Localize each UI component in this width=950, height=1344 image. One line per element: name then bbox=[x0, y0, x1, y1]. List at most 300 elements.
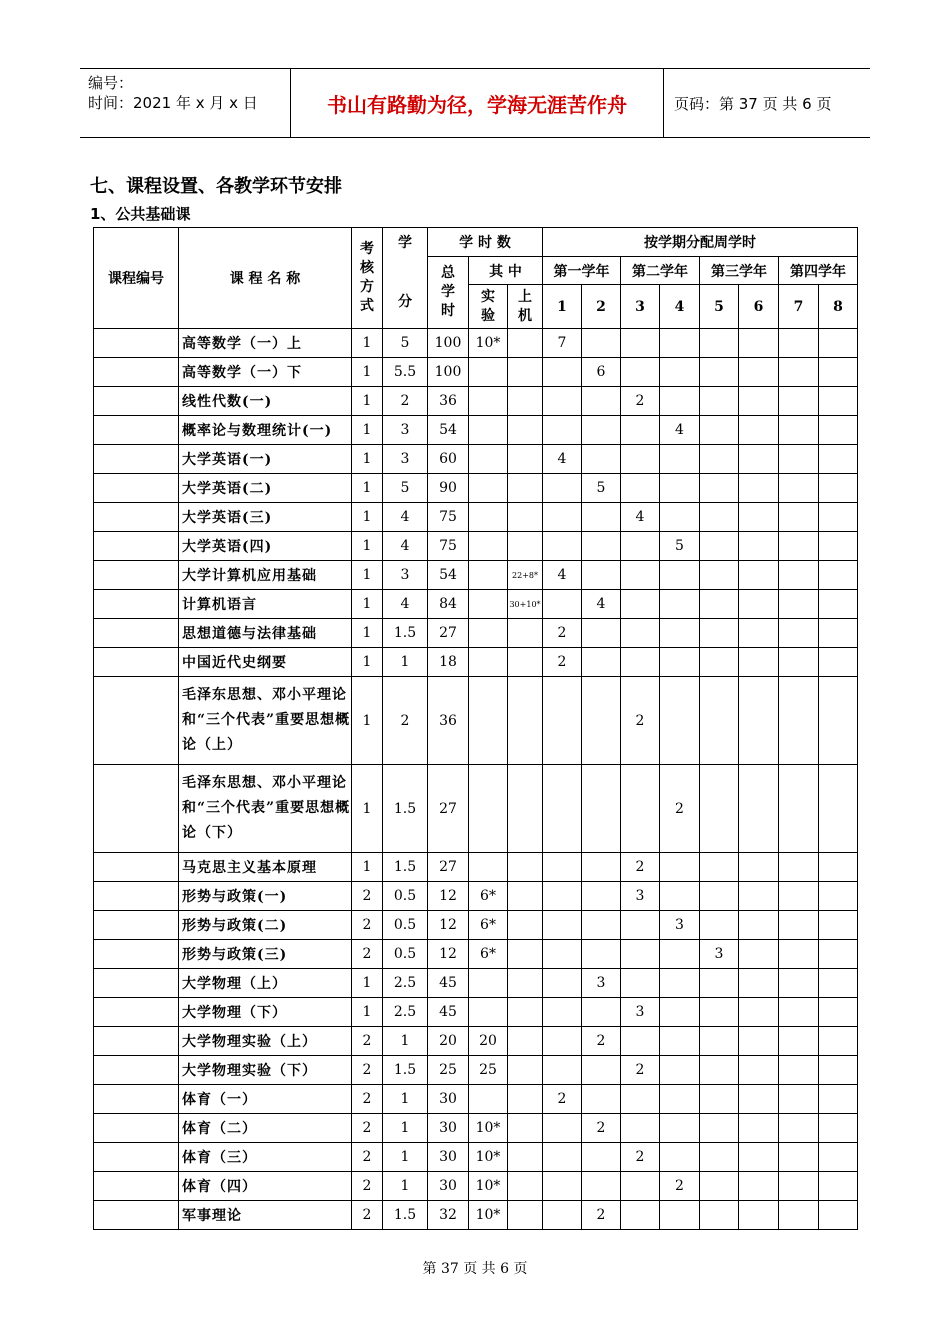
credit-cell: 3 bbox=[383, 561, 428, 590]
semester-8-cell bbox=[819, 677, 858, 765]
semester-1-cell bbox=[543, 416, 582, 445]
table-row bbox=[94, 387, 858, 416]
semester-2-cell: 4 bbox=[582, 590, 621, 619]
header-year-2: 第二学年 bbox=[621, 257, 700, 285]
semester-8-cell bbox=[819, 329, 858, 358]
semester-6-cell bbox=[739, 969, 779, 998]
semester-3-cell: 2 bbox=[621, 677, 660, 765]
table-row bbox=[94, 1114, 858, 1143]
course-code-cell bbox=[94, 1027, 179, 1056]
semester-4-cell bbox=[660, 677, 700, 765]
semester-2-cell bbox=[582, 561, 621, 590]
exam-method-cell: 2 bbox=[352, 911, 383, 940]
semester-5-cell: 3 bbox=[700, 940, 739, 969]
semester-7-cell bbox=[779, 387, 819, 416]
semester-1-cell bbox=[543, 1114, 582, 1143]
semester-6-cell bbox=[739, 329, 779, 358]
total-hours-cell: 90 bbox=[428, 474, 469, 503]
course-code-cell bbox=[94, 532, 179, 561]
lab-hours-cell: 10* bbox=[469, 1143, 508, 1172]
semester-1-cell bbox=[543, 1143, 582, 1172]
exam-method-cell: 1 bbox=[352, 561, 383, 590]
course-name-cell: 概率论与数理统计(一) bbox=[179, 416, 352, 445]
semester-2-cell bbox=[582, 416, 621, 445]
credit-cell: 4 bbox=[383, 590, 428, 619]
semester-4-cell bbox=[660, 387, 700, 416]
table-row bbox=[94, 1027, 858, 1056]
lab-hours-cell bbox=[469, 445, 508, 474]
machine-hours-cell bbox=[508, 416, 543, 445]
course-code-cell bbox=[94, 998, 179, 1027]
semester-8-cell bbox=[819, 940, 858, 969]
total-hours-cell: 30 bbox=[428, 1172, 469, 1201]
semester-2-cell: 2 bbox=[582, 1027, 621, 1056]
machine-hours-cell bbox=[508, 532, 543, 561]
course-code-cell bbox=[94, 1143, 179, 1172]
machine-hours-cell bbox=[508, 765, 543, 853]
header-meta bbox=[80, 69, 291, 137]
table-row bbox=[94, 1085, 858, 1114]
course-name-cell: 大学英语(三) bbox=[179, 503, 352, 532]
course-code-cell bbox=[94, 1085, 179, 1114]
semester-8-cell bbox=[819, 1085, 858, 1114]
exam-method-cell: 2 bbox=[352, 1085, 383, 1114]
table-row bbox=[94, 532, 858, 561]
semester-4-cell bbox=[660, 648, 700, 677]
semester-1-cell: 4 bbox=[543, 561, 582, 590]
semester-8-cell bbox=[819, 911, 858, 940]
semester-4-cell bbox=[660, 329, 700, 358]
total-hours-cell: 84 bbox=[428, 590, 469, 619]
course-code-cell bbox=[94, 1172, 179, 1201]
credit-cell: 1 bbox=[383, 648, 428, 677]
semester-1-cell bbox=[543, 1172, 582, 1201]
course-code-cell bbox=[94, 1056, 179, 1085]
semester-3-cell: 2 bbox=[621, 1143, 660, 1172]
semester-3-cell bbox=[621, 532, 660, 561]
exam-method-cell: 2 bbox=[352, 1056, 383, 1085]
machine-hours-cell bbox=[508, 1201, 543, 1230]
lab-hours-cell bbox=[469, 648, 508, 677]
semester-5-cell bbox=[700, 590, 739, 619]
semester-4-cell bbox=[660, 882, 700, 911]
lab-hours-cell: 6* bbox=[469, 911, 508, 940]
semester-1-cell bbox=[543, 998, 582, 1027]
semester-1-cell bbox=[543, 765, 582, 853]
semester-2-cell bbox=[582, 532, 621, 561]
semester-4-cell bbox=[660, 474, 700, 503]
exam-method-cell: 1 bbox=[352, 998, 383, 1027]
semester-5-cell bbox=[700, 648, 739, 677]
machine-hours-cell bbox=[508, 1027, 543, 1056]
lab-hours-cell: 20 bbox=[469, 1027, 508, 1056]
header-semester-1: 1 bbox=[543, 285, 582, 329]
course-code-cell bbox=[94, 677, 179, 765]
exam-method-cell: 1 bbox=[352, 969, 383, 998]
semester-4-cell bbox=[660, 590, 700, 619]
lab-hours-cell: 10* bbox=[469, 329, 508, 358]
course-code-cell bbox=[94, 445, 179, 474]
credit-cell: 2 bbox=[383, 387, 428, 416]
semester-2-cell bbox=[582, 619, 621, 648]
lab-hours-cell bbox=[469, 416, 508, 445]
exam-method-cell: 1 bbox=[352, 358, 383, 387]
semester-8-cell bbox=[819, 998, 858, 1027]
header-semester-2: 2 bbox=[582, 285, 621, 329]
total-hours-cell: 20 bbox=[428, 1027, 469, 1056]
machine-hours-cell bbox=[508, 329, 543, 358]
credit-cell: 3 bbox=[383, 445, 428, 474]
total-hours-cell: 100 bbox=[428, 329, 469, 358]
semester-8-cell bbox=[819, 474, 858, 503]
semester-6-cell bbox=[739, 882, 779, 911]
semester-8-cell bbox=[819, 358, 858, 387]
semester-2-cell bbox=[582, 677, 621, 765]
semester-7-cell bbox=[779, 1143, 819, 1172]
semester-3-cell bbox=[621, 1027, 660, 1056]
semester-4-cell bbox=[660, 1056, 700, 1085]
credit-cell: 4 bbox=[383, 503, 428, 532]
semester-7-cell bbox=[779, 1085, 819, 1114]
total-hours-cell: 27 bbox=[428, 765, 469, 853]
table-row bbox=[94, 969, 858, 998]
semester-7-cell bbox=[779, 503, 819, 532]
semester-2-cell bbox=[582, 940, 621, 969]
semester-7-cell bbox=[779, 590, 819, 619]
credit-cell: 1.5 bbox=[383, 619, 428, 648]
semester-5-cell bbox=[700, 387, 739, 416]
course-code-cell bbox=[94, 590, 179, 619]
lab-hours-cell bbox=[469, 677, 508, 765]
semester-5-cell bbox=[700, 765, 739, 853]
semester-3-cell bbox=[621, 969, 660, 998]
course-code-cell bbox=[94, 1114, 179, 1143]
semester-7-cell bbox=[779, 1172, 819, 1201]
semester-5-cell bbox=[700, 677, 739, 765]
course-name-cell: 大学物理实验（上） bbox=[179, 1027, 352, 1056]
semester-5-cell bbox=[700, 358, 739, 387]
semester-1-cell bbox=[543, 1027, 582, 1056]
semester-1-cell: 2 bbox=[543, 648, 582, 677]
total-hours-cell: 45 bbox=[428, 998, 469, 1027]
course-name-cell: 马克思主义基本原理 bbox=[179, 853, 352, 882]
header-semester-8: 8 bbox=[819, 285, 858, 329]
total-hours-cell: 27 bbox=[428, 853, 469, 882]
total-hours-cell: 18 bbox=[428, 648, 469, 677]
header-semester-6: 6 bbox=[739, 285, 779, 329]
semester-1-cell: 2 bbox=[543, 619, 582, 648]
semester-4-cell bbox=[660, 445, 700, 474]
credit-cell: 2.5 bbox=[383, 969, 428, 998]
semester-1-cell: 4 bbox=[543, 445, 582, 474]
semester-8-cell bbox=[819, 619, 858, 648]
exam-method-cell: 1 bbox=[352, 503, 383, 532]
semester-5-cell bbox=[700, 1201, 739, 1230]
course-name-cell: 体育（三） bbox=[179, 1143, 352, 1172]
machine-hours-cell bbox=[508, 474, 543, 503]
semester-2-cell bbox=[582, 445, 621, 474]
total-hours-cell: 36 bbox=[428, 677, 469, 765]
semester-5-cell bbox=[700, 619, 739, 648]
semester-2-cell: 6 bbox=[582, 358, 621, 387]
exam-method-cell: 1 bbox=[352, 329, 383, 358]
credit-cell: 1 bbox=[383, 1085, 428, 1114]
semester-1-cell bbox=[543, 532, 582, 561]
semester-7-cell bbox=[779, 1201, 819, 1230]
lab-hours-cell: 10* bbox=[469, 1114, 508, 1143]
semester-3-cell: 2 bbox=[621, 387, 660, 416]
semester-8-cell bbox=[819, 503, 858, 532]
semester-1-cell bbox=[543, 940, 582, 969]
lab-hours-cell bbox=[469, 590, 508, 619]
course-code-cell bbox=[94, 358, 179, 387]
semester-5-cell bbox=[700, 969, 739, 998]
lab-hours-cell: 10* bbox=[469, 1201, 508, 1230]
semester-6-cell bbox=[739, 648, 779, 677]
course-code-cell bbox=[94, 1201, 179, 1230]
total-hours-cell: 100 bbox=[428, 358, 469, 387]
total-hours-cell: 12 bbox=[428, 882, 469, 911]
semester-1-cell bbox=[543, 590, 582, 619]
lab-hours-cell: 6* bbox=[469, 940, 508, 969]
course-name-cell: 大学计算机应用基础 bbox=[179, 561, 352, 590]
machine-hours-cell bbox=[508, 911, 543, 940]
semester-1-cell bbox=[543, 853, 582, 882]
semester-2-cell bbox=[582, 648, 621, 677]
course-name-cell: 毛泽东思想、邓小平理论和“三个代表”重要思想概论（上） bbox=[179, 677, 352, 765]
course-code-cell bbox=[94, 329, 179, 358]
semester-6-cell bbox=[739, 416, 779, 445]
semester-3-cell bbox=[621, 1114, 660, 1143]
semester-7-cell bbox=[779, 619, 819, 648]
course-code-cell bbox=[94, 416, 179, 445]
course-name-cell: 中国近代史纲要 bbox=[179, 648, 352, 677]
semester-6-cell bbox=[739, 532, 779, 561]
table-row bbox=[94, 590, 858, 619]
semester-3-cell bbox=[621, 329, 660, 358]
semester-4-cell bbox=[660, 1201, 700, 1230]
header-motto: 书山有路勤为径，学海无涯苦作舟 bbox=[291, 69, 664, 137]
semester-5-cell bbox=[700, 416, 739, 445]
semester-6-cell bbox=[739, 1201, 779, 1230]
semester-3-cell bbox=[621, 1172, 660, 1201]
exam-method-cell: 2 bbox=[352, 1143, 383, 1172]
machine-hours-cell bbox=[508, 503, 543, 532]
semester-1-cell bbox=[543, 1056, 582, 1085]
semester-5-cell bbox=[700, 1027, 739, 1056]
course-code-cell bbox=[94, 969, 179, 998]
course-code-cell bbox=[94, 853, 179, 882]
semester-4-cell bbox=[660, 1085, 700, 1114]
machine-hours-cell bbox=[508, 1114, 543, 1143]
course-code-cell bbox=[94, 619, 179, 648]
semester-6-cell bbox=[739, 911, 779, 940]
semester-7-cell bbox=[779, 940, 819, 969]
course-name-cell: 计算机语言 bbox=[179, 590, 352, 619]
semester-4-cell: 3 bbox=[660, 911, 700, 940]
lab-hours-cell bbox=[469, 561, 508, 590]
course-code-cell bbox=[94, 911, 179, 940]
semester-2-cell bbox=[582, 387, 621, 416]
machine-hours-cell bbox=[508, 969, 543, 998]
header-machine: 上 机 bbox=[508, 285, 543, 329]
semester-8-cell bbox=[819, 1201, 858, 1230]
semester-3-cell: 3 bbox=[621, 882, 660, 911]
semester-3-cell: 2 bbox=[621, 1056, 660, 1085]
semester-2-cell bbox=[582, 503, 621, 532]
total-hours-cell: 32 bbox=[428, 1201, 469, 1230]
total-hours-cell: 30 bbox=[428, 1143, 469, 1172]
semester-4-cell bbox=[660, 1027, 700, 1056]
semester-3-cell bbox=[621, 1201, 660, 1230]
lab-hours-cell bbox=[469, 503, 508, 532]
exam-method-cell: 1 bbox=[352, 474, 383, 503]
header-year-1: 第一学年 bbox=[543, 257, 621, 285]
course-code-cell bbox=[94, 503, 179, 532]
credit-cell: 1.5 bbox=[383, 853, 428, 882]
semester-4-cell: 2 bbox=[660, 1172, 700, 1201]
semester-6-cell bbox=[739, 940, 779, 969]
semester-6-cell bbox=[739, 1143, 779, 1172]
course-code-cell bbox=[94, 882, 179, 911]
semester-7-cell bbox=[779, 474, 819, 503]
semester-7-cell bbox=[779, 1027, 819, 1056]
exam-method-cell: 2 bbox=[352, 940, 383, 969]
course-name-cell: 体育（一） bbox=[179, 1085, 352, 1114]
lab-hours-cell bbox=[469, 474, 508, 503]
exam-method-cell: 2 bbox=[352, 1027, 383, 1056]
machine-hours-cell bbox=[508, 1085, 543, 1114]
credit-cell: 3 bbox=[383, 416, 428, 445]
credit-cell: 0.5 bbox=[383, 940, 428, 969]
semester-3-cell: 4 bbox=[621, 503, 660, 532]
header-semester-3: 3 bbox=[621, 285, 660, 329]
total-hours-cell: 54 bbox=[428, 561, 469, 590]
semester-5-cell bbox=[700, 329, 739, 358]
table-row bbox=[94, 619, 858, 648]
semester-2-cell bbox=[582, 998, 621, 1027]
total-hours-cell: 75 bbox=[428, 503, 469, 532]
course-name-cell: 军事理论 bbox=[179, 1201, 352, 1230]
header-total: 总 学 时 bbox=[428, 257, 469, 329]
semester-7-cell bbox=[779, 677, 819, 765]
course-name-cell: 高等数学（一）下 bbox=[179, 358, 352, 387]
header-time-label: 时间：2021 年 x 月 x 日 bbox=[88, 94, 258, 112]
header-lab: 实 验 bbox=[469, 285, 508, 329]
header-hours: 学 时 数 bbox=[428, 228, 543, 257]
semester-6-cell bbox=[739, 358, 779, 387]
semester-3-cell bbox=[621, 940, 660, 969]
header-semester-7: 7 bbox=[779, 285, 819, 329]
machine-hours-cell bbox=[508, 1172, 543, 1201]
course-name-cell: 大学物理（下） bbox=[179, 998, 352, 1027]
course-name-cell: 形势与政策(二) bbox=[179, 911, 352, 940]
credit-cell: 5 bbox=[383, 329, 428, 358]
machine-hours-cell bbox=[508, 853, 543, 882]
table-row bbox=[94, 1201, 858, 1230]
machine-hours-cell bbox=[508, 677, 543, 765]
table-row bbox=[94, 998, 858, 1027]
machine-hours-cell bbox=[508, 1056, 543, 1085]
semester-8-cell bbox=[819, 590, 858, 619]
page-header bbox=[80, 68, 870, 138]
credit-cell: 1 bbox=[383, 1143, 428, 1172]
semester-8-cell bbox=[819, 445, 858, 474]
table-row bbox=[94, 677, 858, 765]
machine-hours-cell bbox=[508, 940, 543, 969]
semester-8-cell bbox=[819, 648, 858, 677]
course-name-cell: 体育（二） bbox=[179, 1114, 352, 1143]
course-name-cell: 大学英语(四) bbox=[179, 532, 352, 561]
semester-4-cell bbox=[660, 998, 700, 1027]
exam-method-cell: 1 bbox=[352, 532, 383, 561]
subsection-title: 1、公共基础课 bbox=[90, 205, 191, 223]
course-name-cell: 思想道德与法律基础 bbox=[179, 619, 352, 648]
semester-5-cell bbox=[700, 1085, 739, 1114]
semester-7-cell bbox=[779, 445, 819, 474]
semester-3-cell bbox=[621, 765, 660, 853]
total-hours-cell: 25 bbox=[428, 1056, 469, 1085]
total-hours-cell: 36 bbox=[428, 387, 469, 416]
lab-hours-cell: 25 bbox=[469, 1056, 508, 1085]
semester-6-cell bbox=[739, 1085, 779, 1114]
semester-6-cell bbox=[739, 474, 779, 503]
course-name-cell: 大学英语(一) bbox=[179, 445, 352, 474]
exam-method-cell: 2 bbox=[352, 1114, 383, 1143]
lab-hours-cell bbox=[469, 998, 508, 1027]
semester-5-cell bbox=[700, 1172, 739, 1201]
table-row bbox=[94, 445, 858, 474]
semester-3-cell bbox=[621, 911, 660, 940]
credit-cell: 1.5 bbox=[383, 1056, 428, 1085]
header-number-label: 编号： bbox=[88, 74, 134, 92]
lab-hours-cell bbox=[469, 765, 508, 853]
table-row bbox=[94, 503, 858, 532]
semester-1-cell bbox=[543, 969, 582, 998]
credit-cell: 1 bbox=[383, 1172, 428, 1201]
semester-4-cell bbox=[660, 969, 700, 998]
semester-7-cell bbox=[779, 329, 819, 358]
credit-cell: 0.5 bbox=[383, 911, 428, 940]
table-row bbox=[94, 1056, 858, 1085]
table-row bbox=[94, 648, 858, 677]
total-hours-cell: 12 bbox=[428, 940, 469, 969]
semester-6-cell bbox=[739, 1056, 779, 1085]
credit-cell: 1 bbox=[383, 1027, 428, 1056]
header-semester-5: 5 bbox=[700, 285, 739, 329]
course-name-cell: 形势与政策(一) bbox=[179, 882, 352, 911]
exam-method-cell: 1 bbox=[352, 765, 383, 853]
credit-cell: 2 bbox=[383, 677, 428, 765]
total-hours-cell: 54 bbox=[428, 416, 469, 445]
machine-hours-cell bbox=[508, 1143, 543, 1172]
semester-4-cell bbox=[660, 619, 700, 648]
semester-4-cell bbox=[660, 1114, 700, 1143]
table-row bbox=[94, 1143, 858, 1172]
semester-5-cell bbox=[700, 853, 739, 882]
semester-2-cell bbox=[582, 1056, 621, 1085]
header-exam: 考 核 方 式 bbox=[352, 228, 383, 329]
semester-8-cell bbox=[819, 1114, 858, 1143]
course-code-cell bbox=[94, 561, 179, 590]
semester-8-cell bbox=[819, 1027, 858, 1056]
exam-method-cell: 1 bbox=[352, 590, 383, 619]
total-hours-cell: 12 bbox=[428, 911, 469, 940]
semester-2-cell bbox=[582, 765, 621, 853]
table-row bbox=[94, 358, 858, 387]
lab-hours-cell bbox=[469, 853, 508, 882]
lab-hours-cell bbox=[469, 532, 508, 561]
